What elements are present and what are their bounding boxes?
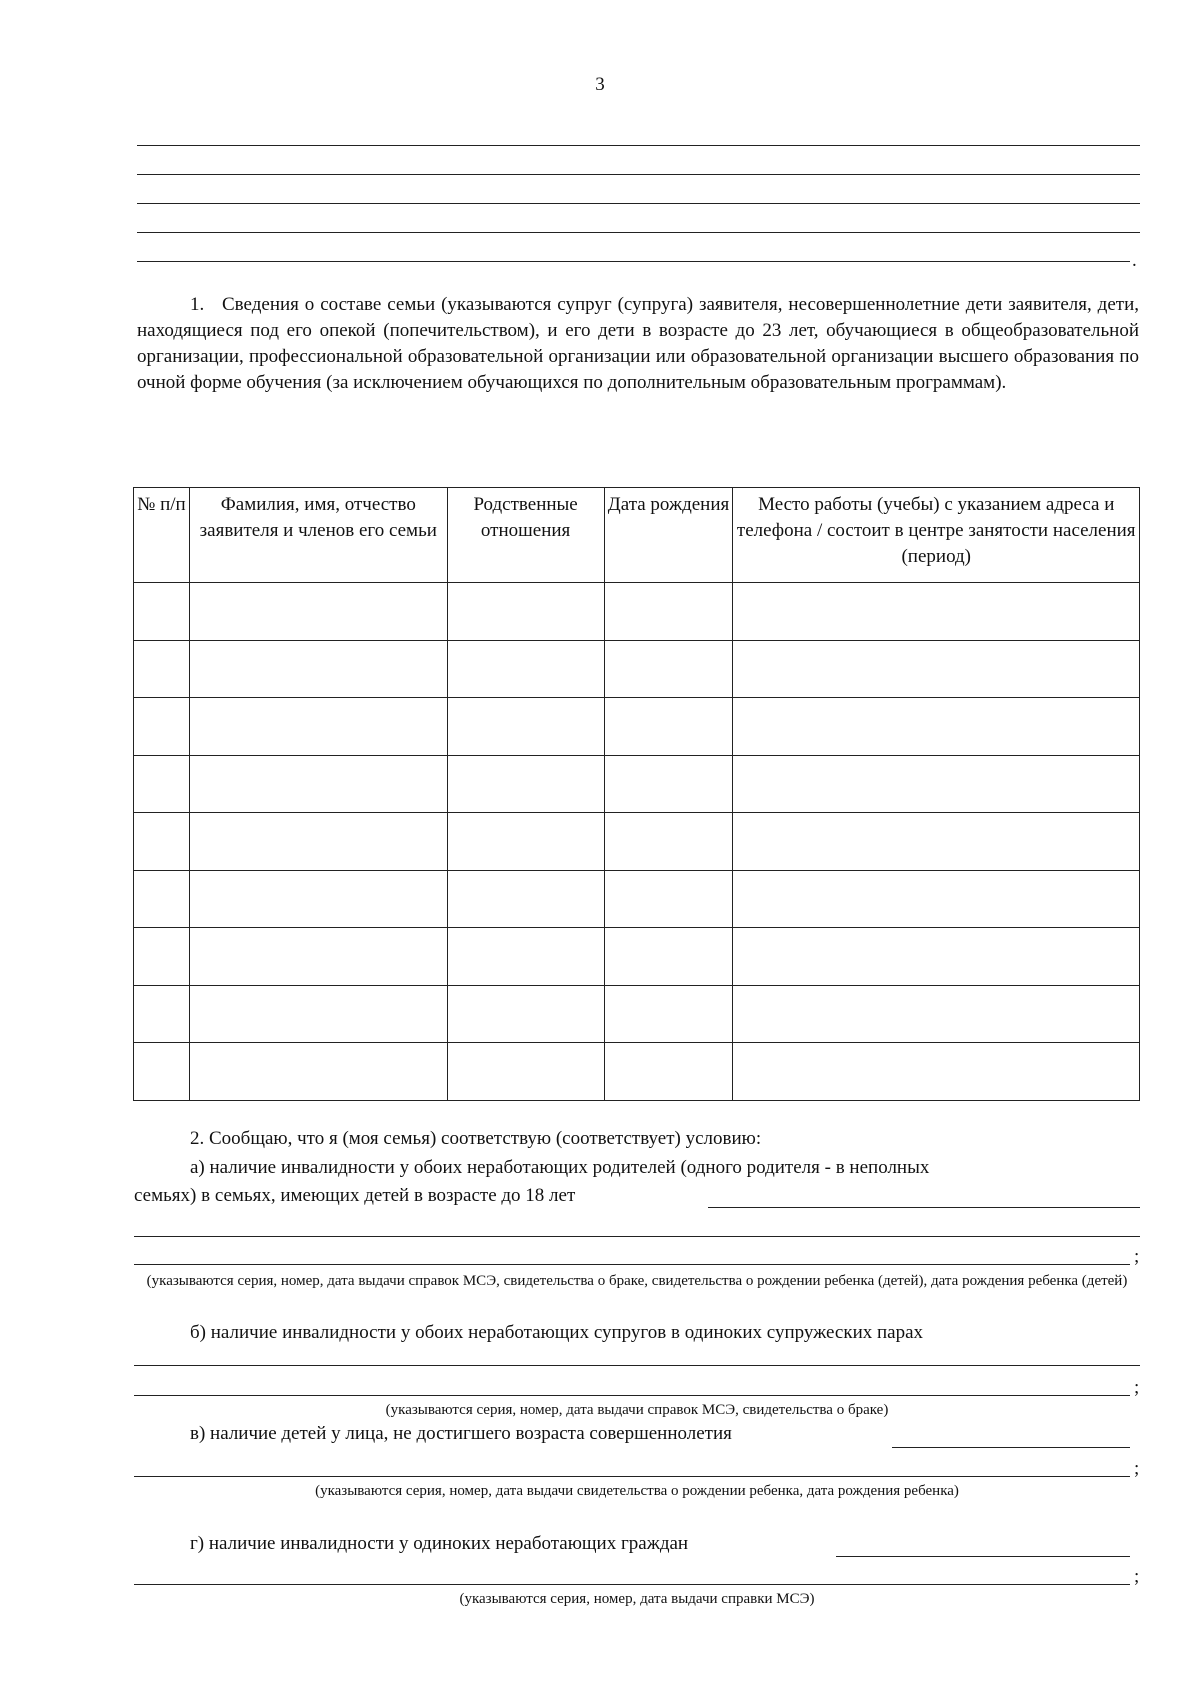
section-1-number: 1.	[190, 294, 205, 315]
table-cell[interactable]	[134, 985, 190, 1043]
table-cell[interactable]	[604, 870, 733, 928]
condition-b-semicolon: ;	[1134, 1377, 1140, 1398]
table-cell[interactable]	[189, 583, 447, 641]
section-2-intro: 2. Сообщаю, что я (моя семья) соответствую (соответствует) условию:	[190, 1128, 762, 1149]
condition-v-line: в) наличие детей у лица, не достигшего возраста совершеннолетия	[190, 1423, 732, 1444]
table-cell[interactable]	[189, 698, 447, 756]
blank-line	[137, 145, 1140, 146]
condition-g-fill-line[interactable]	[836, 1556, 1130, 1557]
table-cell[interactable]	[134, 1043, 190, 1101]
col-header-relation: Родственные отношения	[447, 488, 604, 583]
table-cell[interactable]	[189, 640, 447, 698]
table-cell[interactable]	[733, 583, 1140, 641]
condition-v-semicolon: ;	[1134, 1458, 1140, 1479]
condition-b-caption: (указываются серия, номер, дата выдачи справок МСЭ, свидетельства о браке)	[385, 1402, 889, 1418]
table-cell[interactable]	[447, 755, 604, 813]
table-cell[interactable]	[733, 985, 1140, 1043]
table-cell[interactable]	[134, 583, 190, 641]
table-cell[interactable]	[134, 755, 190, 813]
table-cell[interactable]	[189, 985, 447, 1043]
table-row	[134, 698, 1140, 756]
blank-line	[137, 232, 1140, 233]
condition-g-line: г) наличие инвалидности у одиноких неработающих граждан	[190, 1533, 689, 1554]
table-cell[interactable]	[447, 985, 604, 1043]
condition-v-fill-line[interactable]	[134, 1476, 1130, 1477]
col-header-workplace: Место работы (учебы) с указанием адреса и телефона / состоит в центре занятости населения (период)	[733, 488, 1140, 583]
blank-line	[137, 261, 1130, 262]
table-cell[interactable]	[447, 640, 604, 698]
condition-g-semicolon: ;	[1134, 1566, 1140, 1587]
table-cell[interactable]	[189, 870, 447, 928]
family-table	[133, 487, 1140, 1101]
table-cell[interactable]	[604, 640, 733, 698]
table-cell[interactable]	[189, 813, 447, 871]
table-row	[134, 1043, 1140, 1101]
condition-a-fill-line[interactable]	[134, 1236, 1140, 1237]
table-cell[interactable]	[604, 1043, 733, 1101]
condition-a-fill-line[interactable]	[134, 1264, 1130, 1265]
table-cell[interactable]	[447, 583, 604, 641]
table-row	[134, 985, 1140, 1043]
table-row	[134, 870, 1140, 928]
col-header-name: Фамилия, имя, отчество заявителя и членов его семьи	[189, 488, 447, 583]
condition-v-fill-line[interactable]	[892, 1447, 1130, 1448]
table-cell[interactable]	[604, 755, 733, 813]
section-1-paragraph	[137, 292, 1139, 396]
table-cell[interactable]	[134, 698, 190, 756]
condition-g-fill-line[interactable]	[134, 1584, 1130, 1585]
condition-b-fill-line[interactable]	[134, 1365, 1140, 1366]
table-cell[interactable]	[604, 985, 733, 1043]
blank-line	[137, 203, 1140, 204]
condition-a-line1: а) наличие инвалидности у обоих неработающих родителей (одного родителя - в неполных	[190, 1157, 930, 1178]
condition-a-semicolon: ;	[1134, 1246, 1140, 1267]
table-cell[interactable]	[134, 870, 190, 928]
table-cell[interactable]	[447, 928, 604, 986]
table-cell[interactable]	[189, 1043, 447, 1101]
table-cell[interactable]	[189, 928, 447, 986]
col-header-number: № п/п	[134, 488, 190, 583]
blank-line	[137, 174, 1140, 175]
table-cell[interactable]	[604, 928, 733, 986]
condition-b-fill-line[interactable]	[134, 1395, 1130, 1396]
table-row	[134, 755, 1140, 813]
table-cell[interactable]	[447, 698, 604, 756]
table-cell[interactable]	[134, 813, 190, 871]
table-row	[134, 640, 1140, 698]
table-row	[134, 583, 1140, 641]
condition-g-caption: (указываются серия, номер, дата выдачи справки МСЭ)	[459, 1591, 815, 1607]
condition-a-caption: (указываются серия, номер, дата выдачи справок МСЭ, свидетельства о браке, свидетельства о рождении ребенка (детей), дата рождения ребенка (детей)	[146, 1273, 1128, 1289]
condition-a-fill-line[interactable]	[708, 1207, 1140, 1208]
table-cell[interactable]	[447, 813, 604, 871]
table-row	[134, 928, 1140, 986]
table-cell[interactable]	[604, 583, 733, 641]
table-cell[interactable]	[733, 640, 1140, 698]
table-cell[interactable]	[604, 813, 733, 871]
condition-b-line: б) наличие инвалидности у обоих неработающих супругов в одиноких супружеских парах	[190, 1322, 924, 1343]
table-cell[interactable]	[733, 755, 1140, 813]
table-cell[interactable]	[733, 698, 1140, 756]
table-cell[interactable]	[447, 1043, 604, 1101]
table-cell[interactable]	[733, 928, 1140, 986]
table-cell[interactable]	[604, 698, 733, 756]
table-cell[interactable]	[134, 640, 190, 698]
condition-a-line2: семьях) в семьях, имеющих детей в возрасте до 18 лет	[134, 1185, 576, 1206]
table-cell[interactable]	[733, 1043, 1140, 1101]
condition-v-caption: (указываются серия, номер, дата выдачи свидетельства о рождении ребенка, дата рождения ребенка)	[315, 1483, 959, 1499]
table-row	[134, 813, 1140, 871]
table-cell[interactable]	[189, 755, 447, 813]
table-cell[interactable]	[447, 870, 604, 928]
table-cell[interactable]	[733, 813, 1140, 871]
table-header-row	[134, 488, 1140, 583]
page-number: 3	[595, 74, 605, 95]
section-1-text: Сведения о составе семьи (указываются супруг (супруга) заявителя, несовершеннолетние дети заявителя, дети, находящиеся под его опекой (попечительством), и его дети в возрасте до 23 лет, обучающиеся в общеобразовательной организации, профессиональной образовательной организации или образовательной организации высшего образования по очной форме обучения (за исключением обучающихся по дополнительным образовательным программам).	[137, 294, 1140, 393]
line-end-period: .	[1132, 250, 1137, 271]
table-cell[interactable]	[134, 928, 190, 986]
table-cell[interactable]	[733, 870, 1140, 928]
col-header-birthdate: Дата рождения	[604, 488, 733, 583]
